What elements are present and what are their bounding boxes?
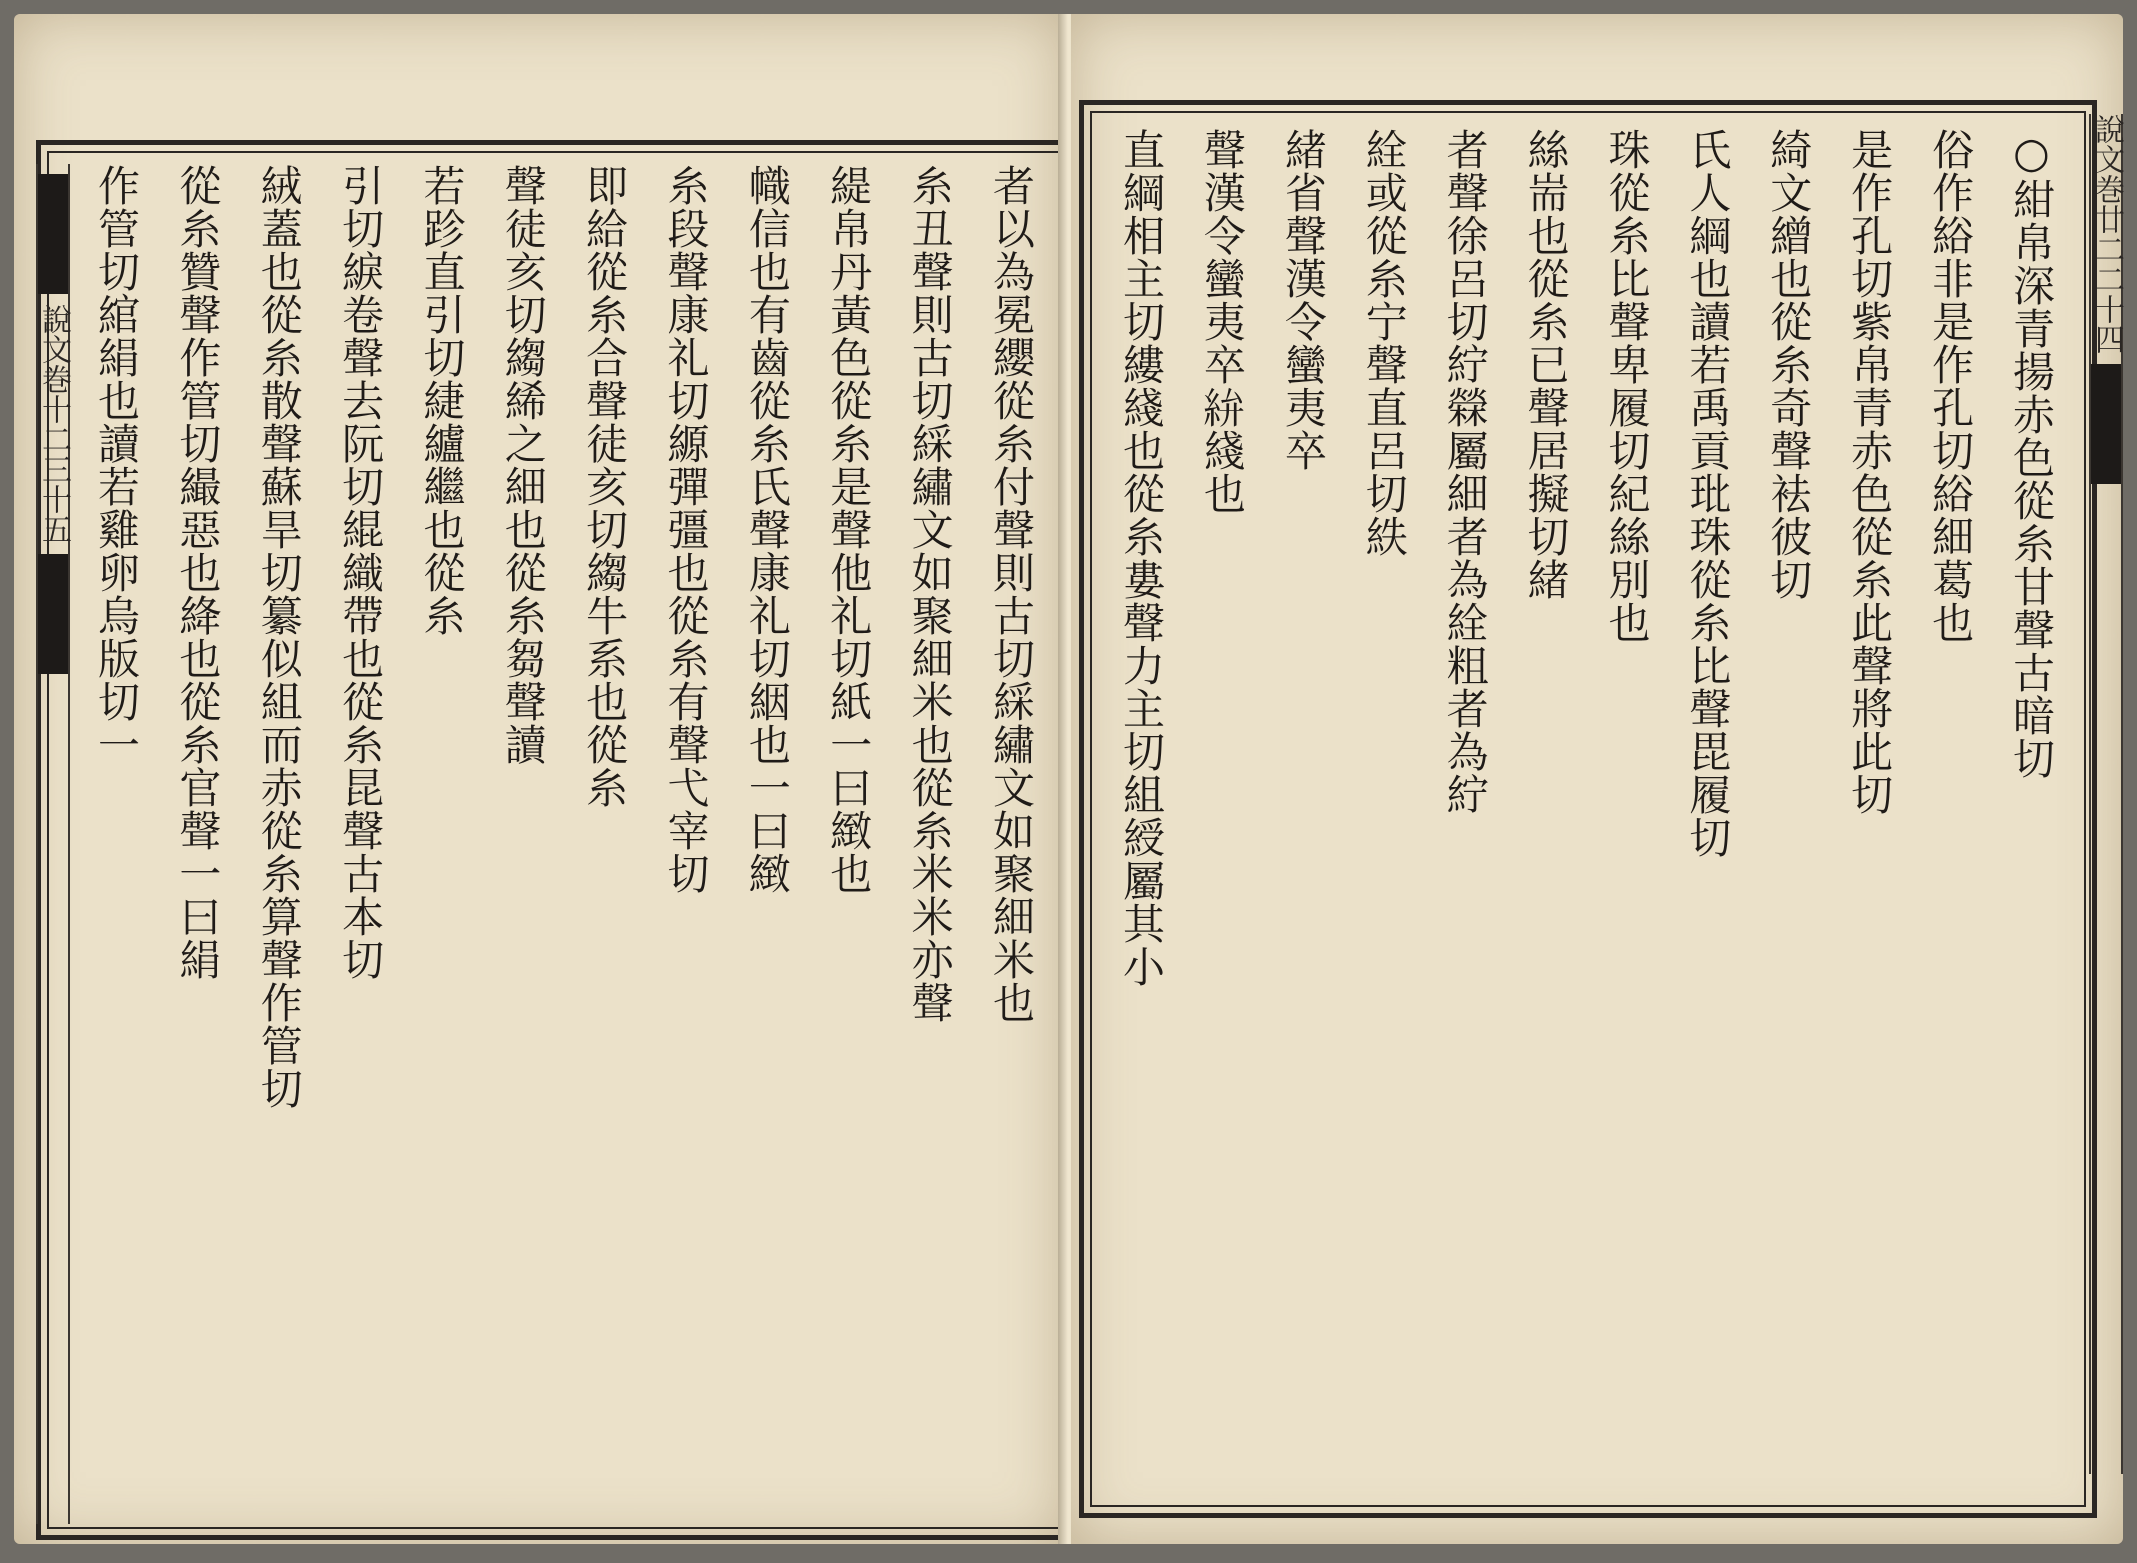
text-column: 糸丑聲則古切綵繡文如聚細米也從糸米米亦聲 (905, 164, 955, 1024)
text-column: 緹帛丹黃色從糸是聲他礼切紙一曰緻也 (824, 164, 874, 895)
text-column: 作管切綰絹也讀若雞卵烏版切一 (92, 164, 141, 766)
margin-folio: 二十四 (2089, 264, 2124, 354)
margin-title: 說文巻廿二 (2089, 114, 2124, 264)
text-column: 引切綟卷聲去阮切緄織帶也從糸昆聲古本切 (336, 164, 386, 981)
text-column: 幟信也有齒從糸氏聲康礼切絪也一曰緻 (742, 164, 792, 895)
right-text-area (1111, 128, 2061, 1480)
right-page (1071, 14, 2123, 1544)
text-column: 俗作綌非是作孔切綌細葛也 (1926, 128, 1976, 644)
strip-fish-tail-top (38, 174, 68, 294)
text-column: 是作孔切紫帛青赤色從糸此聲將此切 (1845, 128, 1895, 816)
text-column: 直綱相主切縷綫也從糸婁聲力主切組綬屬其小 (1117, 128, 1166, 988)
text-column: 糸段聲康礼切縓彈彊也從糸有聲弋宰切 (661, 164, 711, 895)
text-column: 絲耑也從糸已聲居擬切緒 (1521, 128, 1571, 601)
left-page (14, 14, 1064, 1544)
margin-title: 說文巻十二 (36, 304, 71, 454)
text-column: 氏人綱也讀若禹貢玭珠從糸比聲毘履切 (1683, 128, 1733, 859)
text-column: 若跈直引切緁纑繼也從糸 (417, 164, 467, 637)
text-column: 絟或從糸宁聲直呂切紩 (1359, 128, 1409, 558)
strip-fish-tail-bottom (38, 554, 68, 674)
text-column: 從糸贊聲作管切繓惡也絳也從糸官聲一曰絹 (173, 164, 223, 981)
text-column: 聲徒亥切縐絺之細也從糸芻聲讀 (498, 164, 548, 766)
left-margin-strip (36, 164, 70, 1524)
text-column: ○紺帛深青揚赤色從糸甘聲古暗切 (2006, 128, 2056, 780)
text-column: 珠從糸比聲卑履切紀絲別也 (1602, 128, 1652, 644)
text-column: 聲漢令蠻夷卒𥿋綫也 (1197, 128, 1247, 515)
text-column: 者聲徐呂切紵檾屬細者為絟粗者為紵 (1440, 128, 1490, 816)
text-column: 者以為冕纓從糸付聲則古切綵繡文如聚細米也 (986, 164, 1036, 1024)
margin-folio: 三十五 (36, 454, 71, 544)
right-margin-strip (2089, 114, 2123, 1474)
text-column: 綺文繒也從糸奇聲袪彼切 (1764, 128, 1814, 601)
left-text-area (86, 164, 1041, 1504)
text-column: 絨蓋也從糸散聲蘇旱切纂似組而赤從糸算聲作管切 (254, 164, 304, 1110)
text-column: 即給從糸合聲徒亥切縐牛系也從糸 (580, 164, 630, 809)
strip-fish-tail (2091, 364, 2121, 484)
text-column: 緒省聲漢令蠻夷卒 (1278, 128, 1328, 472)
